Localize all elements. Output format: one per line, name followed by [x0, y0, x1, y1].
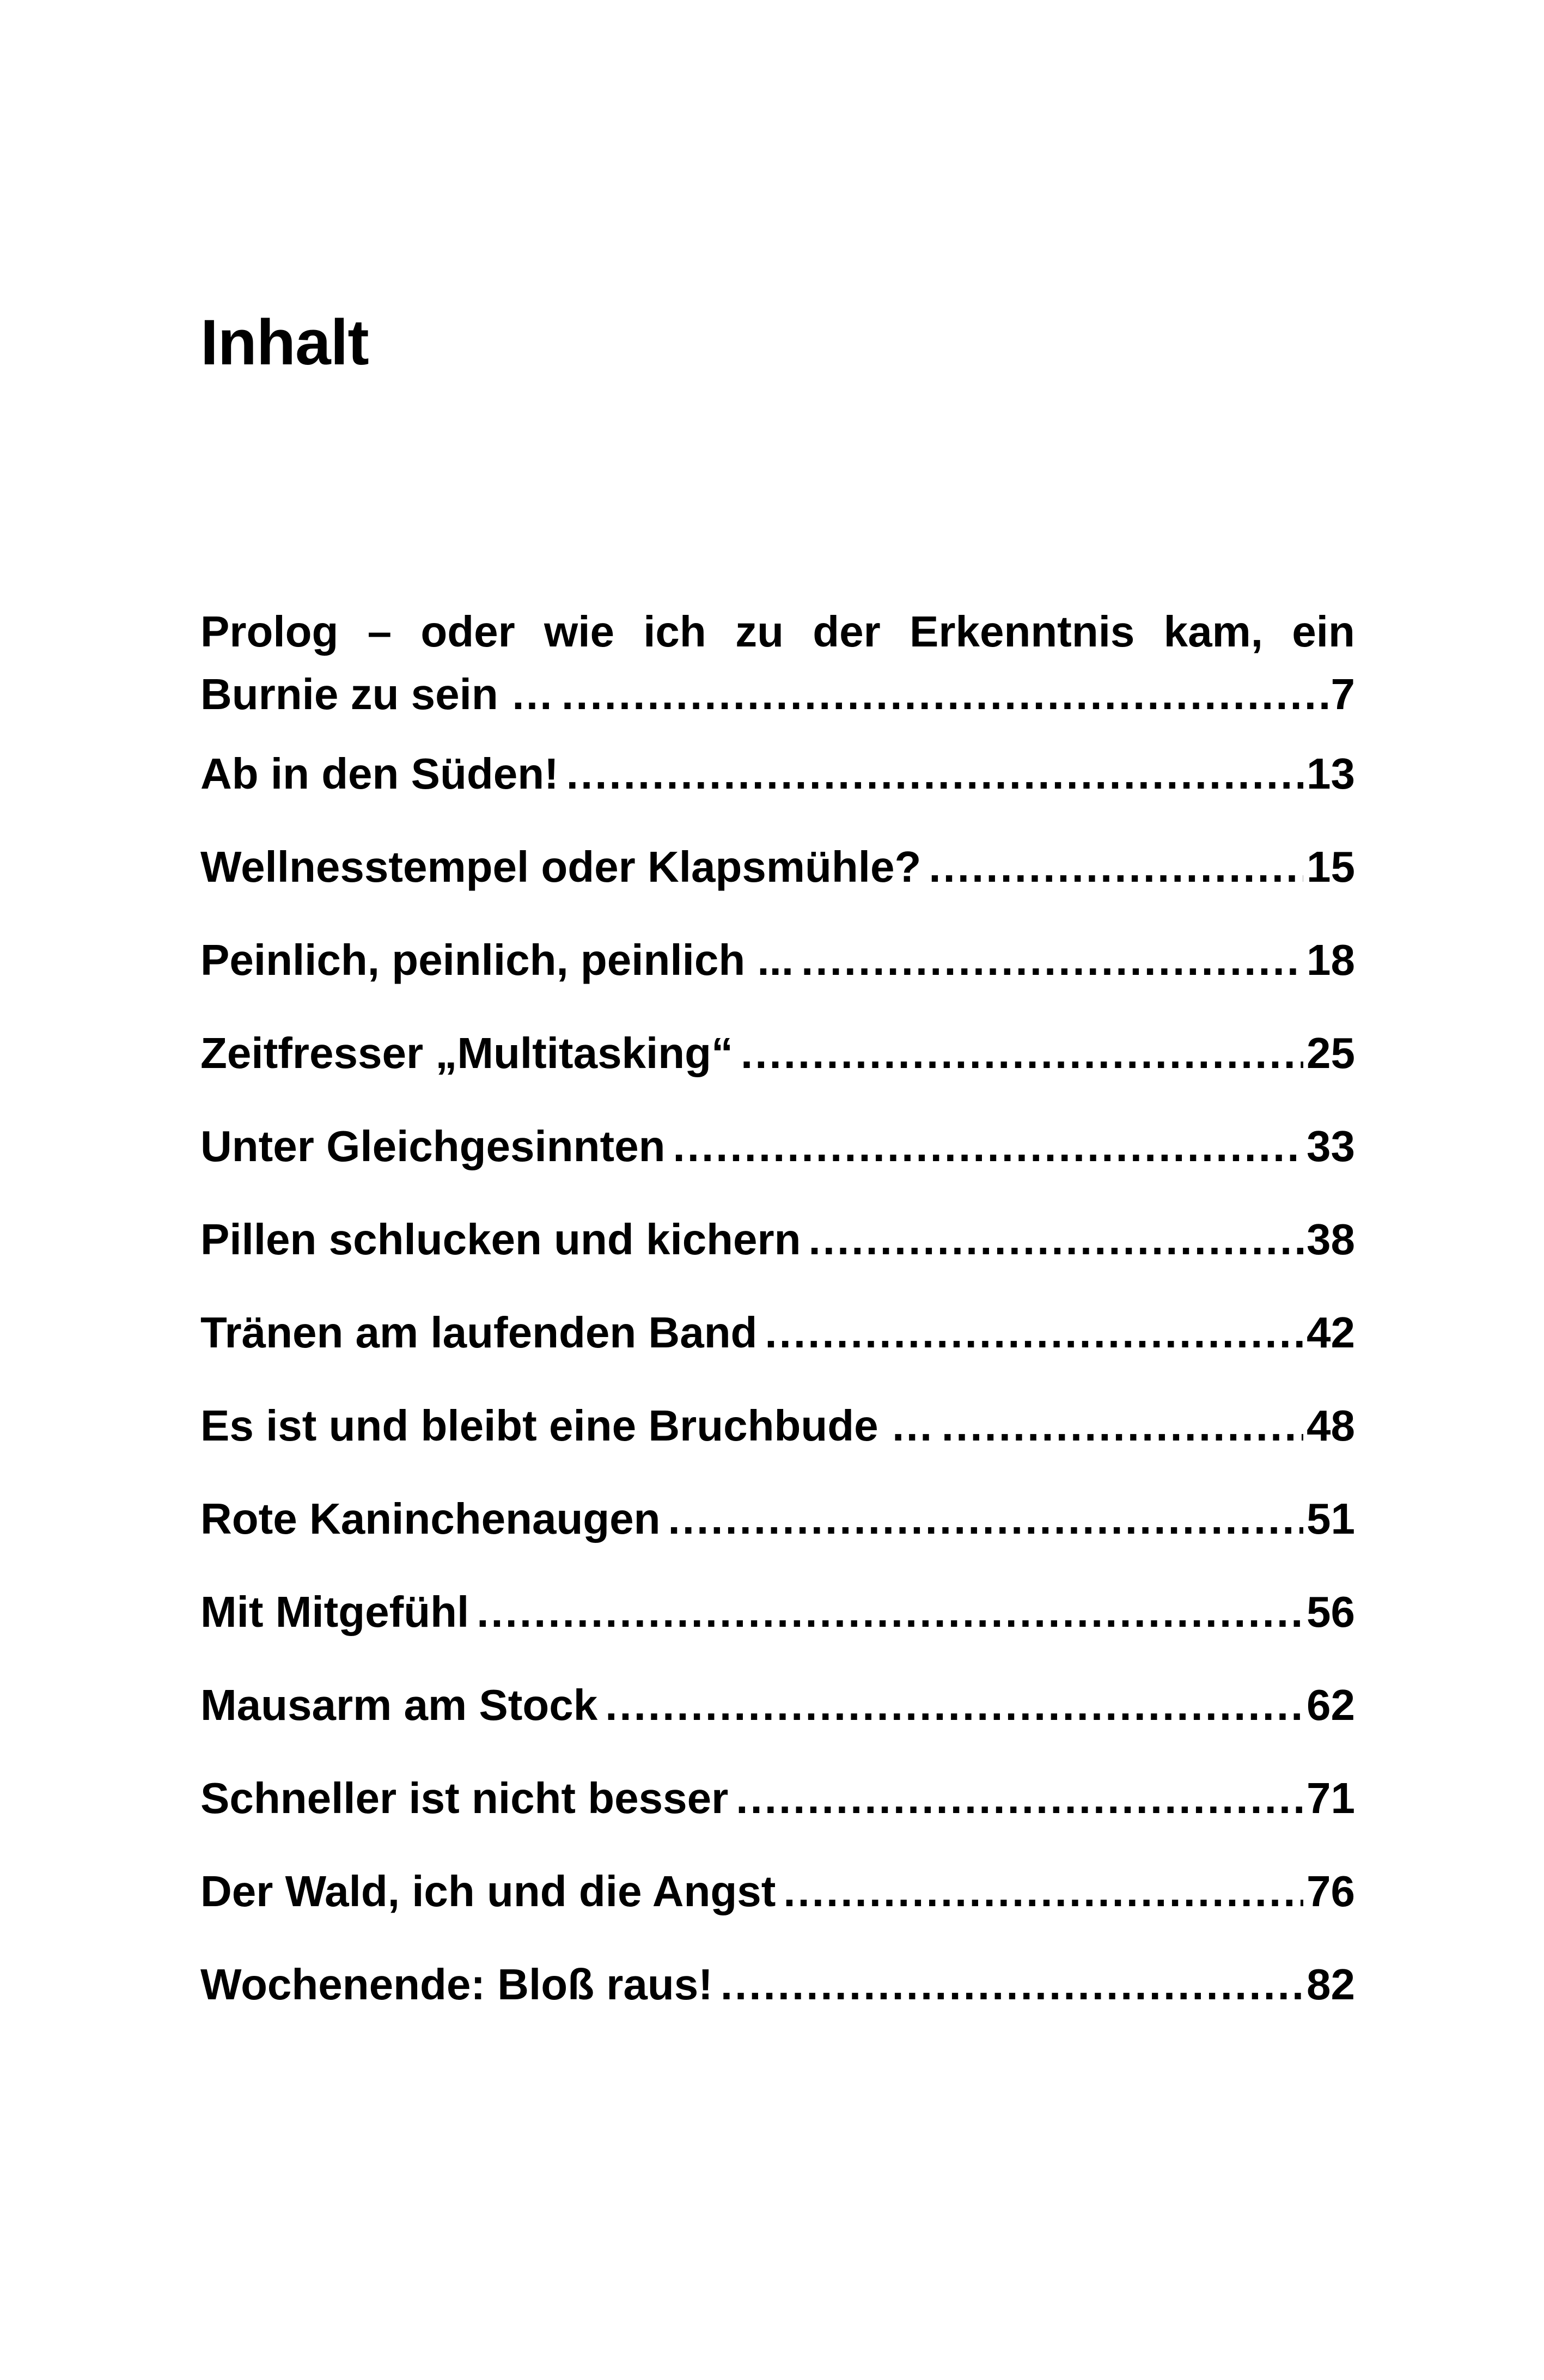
- toc-page-number: 42: [1307, 1308, 1355, 1357]
- toc-entry-title: Burnie zu sein …: [200, 670, 554, 718]
- toc-word: der: [813, 607, 881, 656]
- toc-entry[interactable]: [200, 1683, 1355, 1727]
- toc-entry-title: Peinlich, peinlich, peinlich ...: [200, 936, 794, 984]
- page-title: Inhalt: [200, 307, 369, 379]
- toc-entry-title: Mit Mitgefühl: [200, 1588, 469, 1636]
- toc-page-number: 38: [1307, 1215, 1355, 1264]
- toc-entry[interactable]: [200, 1308, 1355, 1357]
- toc-page-number: 51: [1307, 1494, 1355, 1543]
- dot-leader: [721, 1963, 1303, 2006]
- toc-page-number: 18: [1307, 936, 1355, 984]
- toc-word: kam,: [1163, 607, 1264, 656]
- toc-entry[interactable]: [200, 938, 1355, 982]
- dot-leader: [566, 752, 1303, 796]
- toc-entry-title: Der Wald, ich und die Angst: [200, 1867, 776, 1915]
- toc-word: ich: [643, 607, 706, 656]
- dot-leader: [783, 1870, 1303, 1913]
- toc-page-number: 56: [1307, 1588, 1355, 1636]
- toc-entry-title: Es ist und bleibt eine Bruchbude …: [200, 1401, 934, 1450]
- toc-entry[interactable]: [200, 1960, 1355, 2009]
- dot-leader: [605, 1683, 1303, 1727]
- dot-leader: [736, 1777, 1303, 1820]
- toc-word: zu: [735, 607, 784, 656]
- toc-entry[interactable]: [200, 1494, 1355, 1543]
- toc-entry[interactable]: [200, 1774, 1355, 1822]
- dot-leader: [809, 1218, 1303, 1261]
- toc-word: –: [367, 607, 392, 656]
- dot-leader: [673, 1125, 1303, 1168]
- toc-entry-prolog[interactable]: [200, 607, 1355, 718]
- toc-entry[interactable]: [200, 845, 1355, 889]
- dot-leader: [741, 1032, 1303, 1075]
- toc-entry-title: Unter Gleichgesinnten: [200, 1122, 666, 1170]
- table-of-contents: [200, 607, 1355, 2056]
- toc-page-number: 76: [1307, 1867, 1355, 1915]
- toc-word: Erkenntnis: [909, 607, 1135, 656]
- dot-leader: [562, 673, 1328, 716]
- toc-entry-title: Mausarm am Stock: [200, 1681, 598, 1729]
- toc-page-number: 25: [1307, 1029, 1355, 1077]
- toc-page-number: 82: [1307, 1960, 1355, 2009]
- toc-entry-prolog-line2: [200, 670, 1355, 718]
- toc-entry-title: Ab in den Süden!: [200, 749, 559, 798]
- toc-page-number: 48: [1307, 1401, 1355, 1450]
- toc-page-number: 7: [1331, 670, 1355, 718]
- toc-page-number: 15: [1307, 843, 1355, 891]
- dot-leader: [801, 938, 1303, 982]
- toc-entry[interactable]: [200, 1029, 1355, 1077]
- dot-leader: [668, 1497, 1303, 1541]
- toc-entry[interactable]: [200, 1215, 1355, 1264]
- toc-page-number: 33: [1307, 1122, 1355, 1170]
- toc-entry-title: Wellnesstempel oder Klapsmühle?: [200, 843, 921, 891]
- toc-word: Prolog: [200, 607, 339, 656]
- toc-entry-title: Rote Kaninchenaugen: [200, 1494, 661, 1543]
- toc-entry-title: Zeitfresser „Multitasking“: [200, 1029, 734, 1077]
- toc-entry-title: Tränen am laufenden Band: [200, 1308, 758, 1357]
- toc-entry-title: Schneller ist nicht besser: [200, 1774, 729, 1822]
- dot-leader: [929, 845, 1303, 889]
- dot-leader: [765, 1311, 1303, 1354]
- dot-leader: [477, 1590, 1303, 1634]
- toc-entry[interactable]: [200, 1401, 1355, 1450]
- toc-page-number: 13: [1307, 749, 1355, 798]
- toc-entry[interactable]: [200, 1122, 1355, 1170]
- toc-entry[interactable]: [200, 749, 1355, 798]
- toc-entry-title: Wochenende: Bloß raus!: [200, 1960, 713, 2009]
- toc-entry[interactable]: [200, 1590, 1355, 1634]
- toc-word: oder: [420, 607, 515, 656]
- toc-word: wie: [544, 607, 614, 656]
- dot-leader: [942, 1404, 1303, 1448]
- toc-entry[interactable]: [200, 1867, 1355, 1915]
- toc-page-number: 71: [1307, 1774, 1355, 1822]
- toc-page-number: 62: [1307, 1681, 1355, 1729]
- toc-entry-title: Pillen schlucken und kichern: [200, 1215, 801, 1264]
- toc-word: ein: [1292, 607, 1355, 656]
- toc-entry-prolog-line1: [200, 607, 1355, 656]
